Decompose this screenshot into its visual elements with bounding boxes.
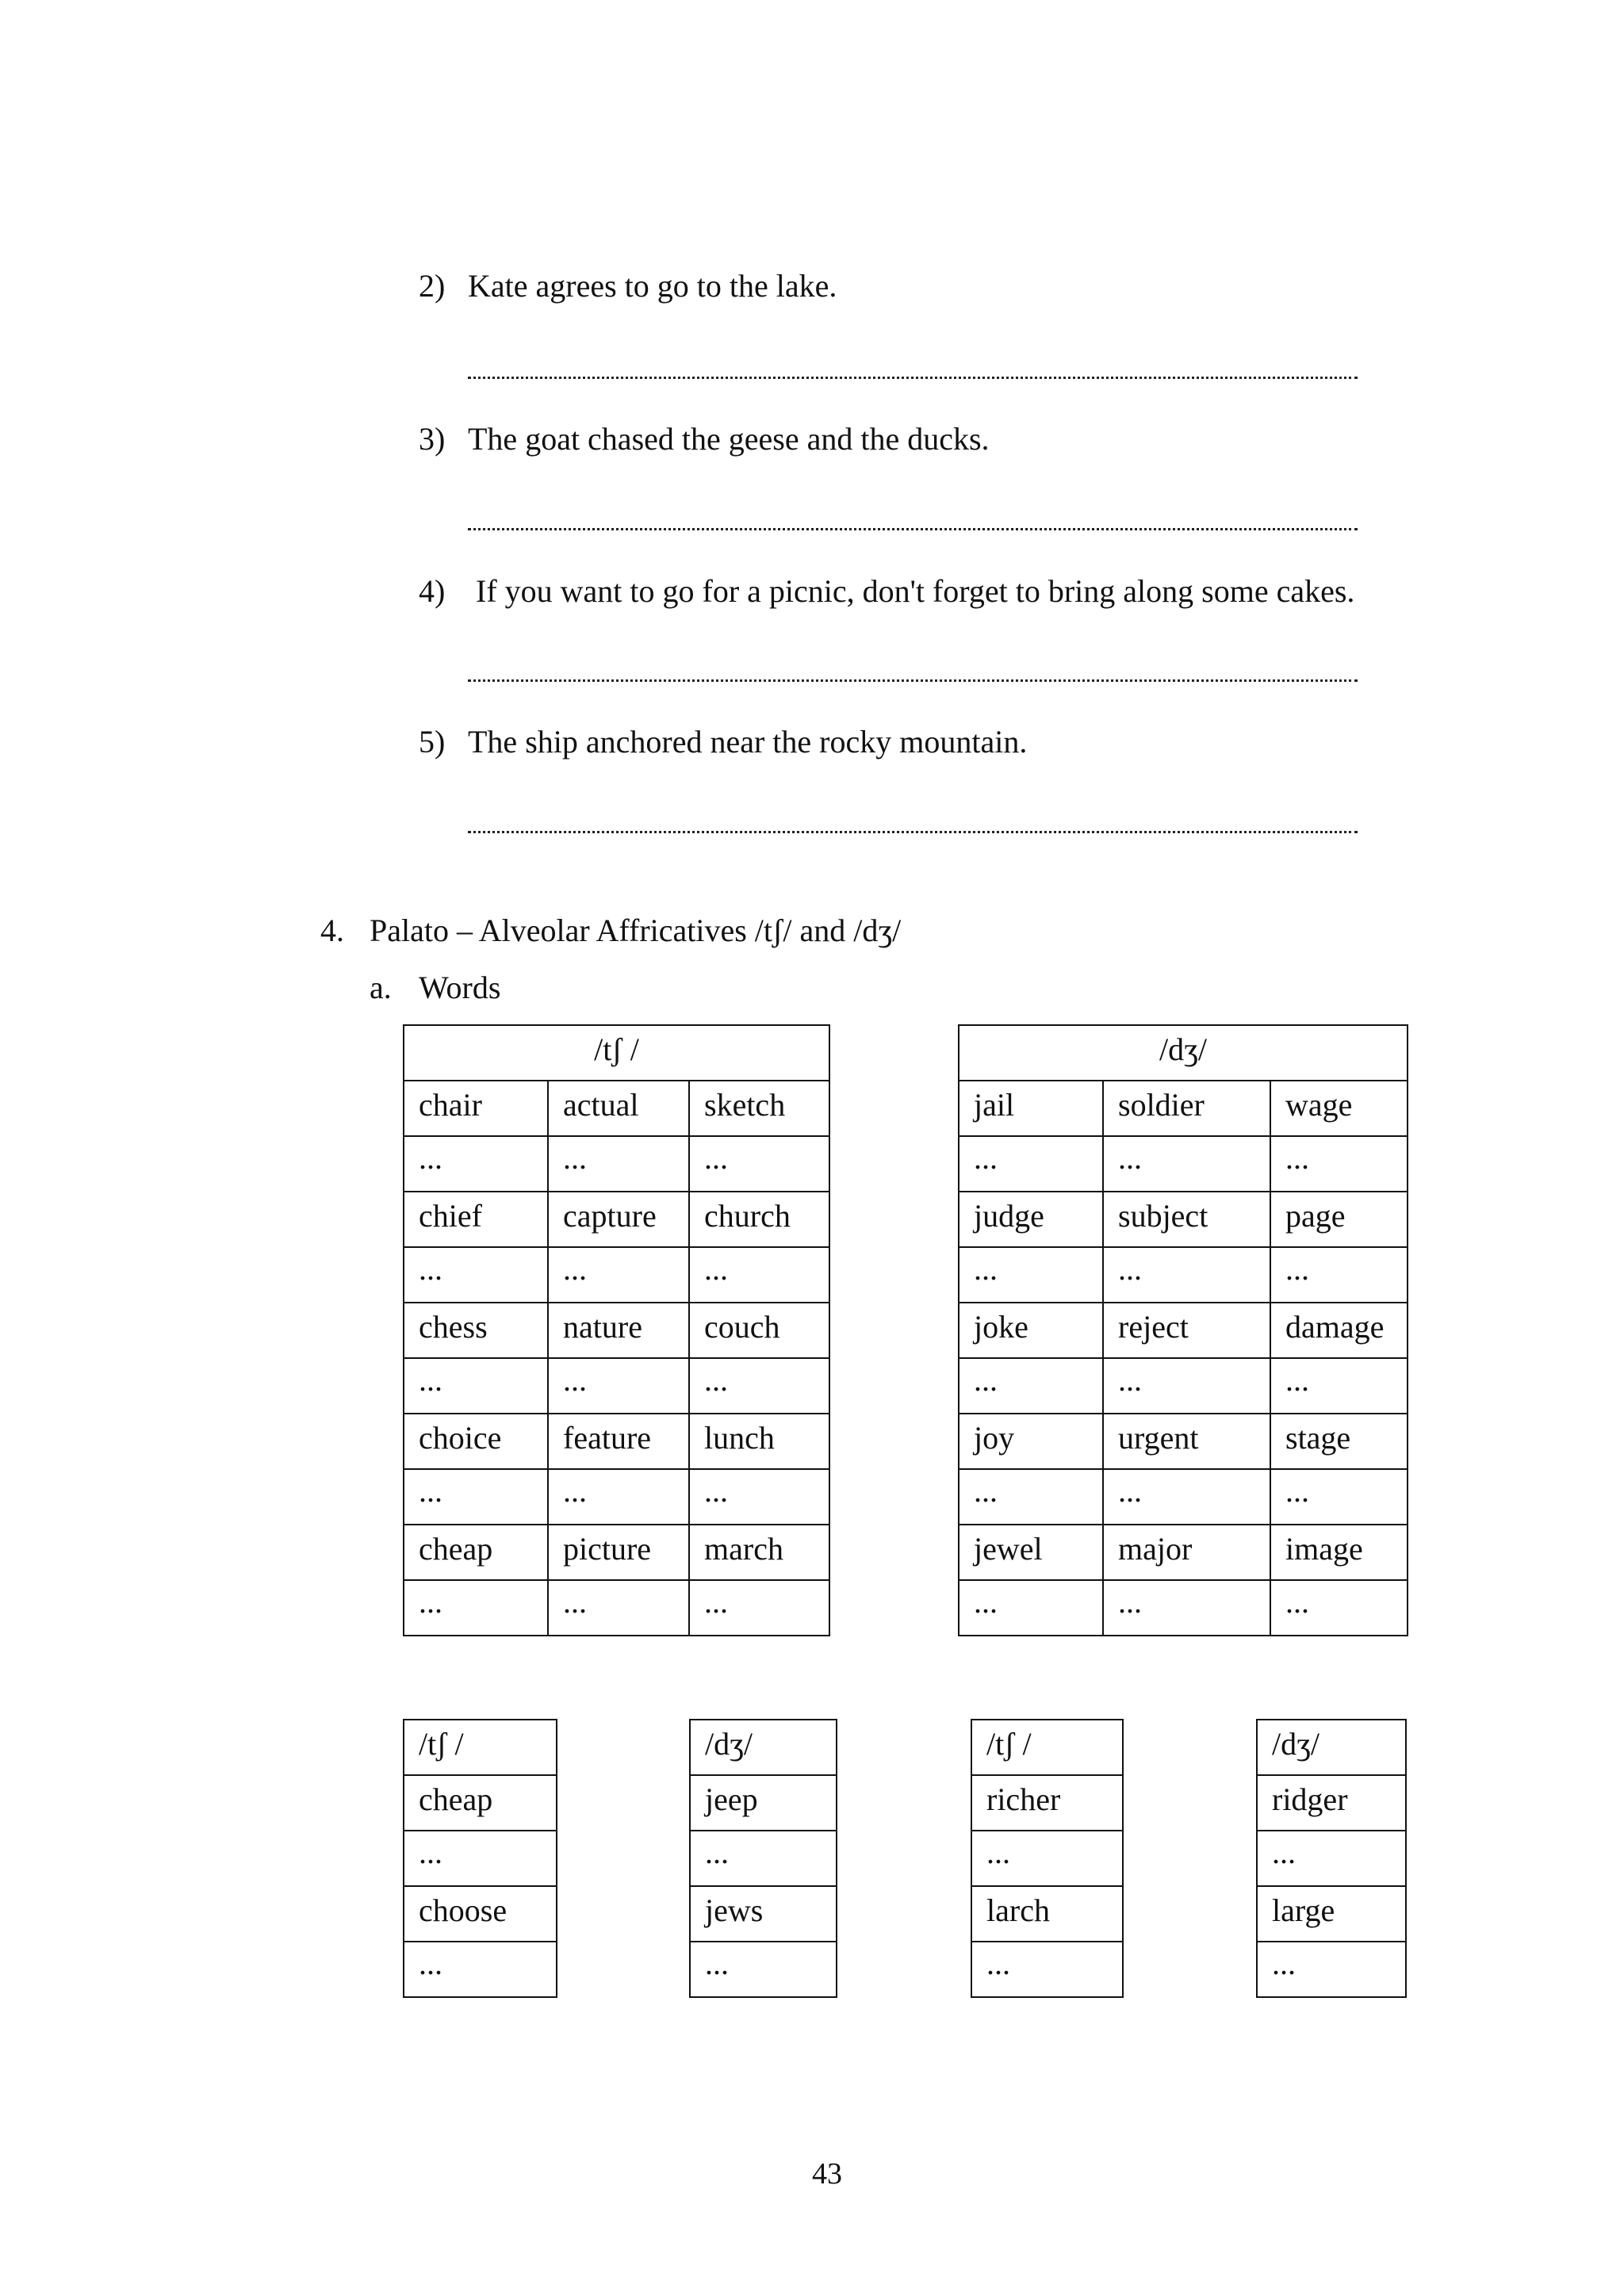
table-cell: ...	[548, 1136, 689, 1192]
table-cell: reject	[1103, 1303, 1270, 1358]
section-heading	[320, 912, 901, 950]
table-cell: chair	[404, 1081, 548, 1136]
table-row	[404, 1081, 829, 1136]
table-row	[404, 1525, 829, 1580]
table-row	[959, 1136, 1408, 1192]
exercise-3-number: 3)	[419, 421, 446, 457]
table-cell: ...	[548, 1469, 689, 1525]
table-cell: subject	[1103, 1192, 1270, 1247]
exercise-2	[419, 267, 837, 305]
table-cell: jews	[690, 1886, 837, 1942]
table-cell: ...	[689, 1469, 829, 1525]
table-cell: ...	[689, 1358, 829, 1414]
table-cell: ...	[1103, 1469, 1270, 1525]
table-cell: couch	[689, 1303, 829, 1358]
table-row	[404, 1580, 829, 1636]
table-cell: picture	[548, 1525, 689, 1580]
table-row	[959, 1192, 1408, 1247]
table-cell: ...	[1103, 1358, 1270, 1414]
table-cell: major	[1103, 1525, 1270, 1580]
table-cell: ...	[690, 1942, 837, 1997]
table-cell: jewel	[959, 1525, 1103, 1580]
table-cell: ...	[1270, 1469, 1408, 1525]
exercise-2-number: 2)	[419, 268, 446, 304]
answer-line-4	[468, 679, 1358, 682]
table-cell: richer	[971, 1775, 1123, 1831]
table-row	[404, 1192, 829, 1247]
table-dzh-words	[958, 1024, 1408, 1636]
mini-table-tsh-1	[403, 1719, 557, 1998]
table-cell: ...	[404, 1831, 557, 1886]
table-cell: choose	[404, 1886, 557, 1942]
table-row	[404, 1136, 829, 1192]
table-cell: chess	[404, 1303, 548, 1358]
table-row	[959, 1247, 1408, 1303]
section-title: Palato – Alveolar Affricatives /tʃ/ and /dʒ/	[370, 913, 902, 948]
table-cell: church	[689, 1192, 829, 1247]
table-cell: nature	[548, 1303, 689, 1358]
exercise-2-text: Kate agrees to go to the lake.	[468, 268, 837, 304]
table-cell: ...	[959, 1469, 1103, 1525]
table-cell: ...	[548, 1358, 689, 1414]
table-cell: ...	[689, 1247, 829, 1303]
table-cell: ...	[404, 1136, 548, 1192]
table-tsh-words	[403, 1024, 830, 1636]
table-cell: ...	[404, 1942, 557, 1997]
table-cell: ...	[971, 1831, 1123, 1886]
table-cell: ...	[959, 1136, 1103, 1192]
table-cell: ...	[1270, 1136, 1408, 1192]
table-row	[959, 1525, 1408, 1580]
exercise-5	[419, 723, 1027, 761]
table-cell: ...	[689, 1136, 829, 1192]
table-cell: judge	[959, 1192, 1103, 1247]
table-cell: jail	[959, 1081, 1103, 1136]
table-cell: ...	[548, 1580, 689, 1636]
table-cell: wage	[1270, 1081, 1408, 1136]
mini-table-header: /tʃ /	[971, 1720, 1123, 1775]
subsection-title: Words	[419, 970, 501, 1005]
table-row	[959, 1469, 1408, 1525]
table-cell: ...	[404, 1358, 548, 1414]
table-cell: page	[1270, 1192, 1408, 1247]
table-row	[404, 1303, 829, 1358]
page-number: 43	[812, 2157, 842, 2191]
table-cell: large	[1257, 1886, 1406, 1942]
table-row	[404, 1247, 829, 1303]
table-dzh-header: /dʒ/	[959, 1025, 1408, 1081]
table-cell: jeep	[690, 1775, 837, 1831]
table-cell: cheap	[404, 1775, 557, 1831]
table-cell: ...	[1103, 1247, 1270, 1303]
mini-table-header: /tʃ /	[404, 1720, 557, 1775]
table-tsh-header: /tʃ /	[404, 1025, 829, 1081]
table-cell: ...	[404, 1247, 548, 1303]
table-row	[959, 1081, 1408, 1136]
table-cell: sketch	[689, 1081, 829, 1136]
table-cell: ...	[1257, 1831, 1406, 1886]
table-cell: ...	[1270, 1358, 1408, 1414]
table-cell: ...	[1270, 1580, 1408, 1636]
table-cell: ridger	[1257, 1775, 1406, 1831]
exercise-4	[419, 572, 1354, 610]
answer-line-5	[468, 831, 1358, 833]
section-number: 4.	[320, 913, 344, 948]
mini-table-header: /dʒ/	[1257, 1720, 1406, 1775]
table-cell: ...	[689, 1580, 829, 1636]
table-row	[959, 1303, 1408, 1358]
table-cell: larch	[971, 1886, 1123, 1942]
exercise-3-text: The goat chased the geese and the ducks.	[468, 421, 990, 457]
table-cell: ...	[1103, 1580, 1270, 1636]
table-cell: urgent	[1103, 1414, 1270, 1469]
table-cell: ...	[959, 1580, 1103, 1636]
table-cell: feature	[548, 1414, 689, 1469]
mini-table-header: /dʒ/	[690, 1720, 837, 1775]
table-cell: choice	[404, 1414, 548, 1469]
table-row	[959, 1358, 1408, 1414]
table-cell: chief	[404, 1192, 548, 1247]
table-cell: ...	[1270, 1247, 1408, 1303]
mini-table-dzh-2	[1256, 1719, 1407, 1998]
table-cell: ...	[404, 1580, 548, 1636]
table-cell: ...	[690, 1831, 837, 1886]
table-cell: ...	[1257, 1942, 1406, 1997]
table-row	[959, 1414, 1408, 1469]
table-cell: damage	[1270, 1303, 1408, 1358]
table-cell: ...	[548, 1247, 689, 1303]
table-cell: cheap	[404, 1525, 548, 1580]
table-cell: ...	[959, 1358, 1103, 1414]
exercise-4-text: If you want to go for a picnic, don't forget to bring along some cakes.	[468, 573, 1355, 609]
table-row	[959, 1580, 1408, 1636]
table-cell: ...	[959, 1247, 1103, 1303]
answer-line-3	[468, 528, 1358, 530]
table-row	[404, 1414, 829, 1469]
table-cell: capture	[548, 1192, 689, 1247]
table-cell: actual	[548, 1081, 689, 1136]
table-cell: ...	[404, 1469, 548, 1525]
table-row	[404, 1469, 829, 1525]
exercise-4-number: 4)	[419, 573, 446, 609]
table-cell: joy	[959, 1414, 1103, 1469]
mini-table-tsh-2	[971, 1719, 1124, 1998]
table-cell: joke	[959, 1303, 1103, 1358]
answer-line-2	[468, 377, 1358, 379]
table-cell: image	[1270, 1525, 1408, 1580]
exercise-5-number: 5)	[419, 724, 446, 760]
exercise-3	[419, 420, 990, 458]
subsection-letter: a.	[370, 970, 392, 1005]
table-cell: lunch	[689, 1414, 829, 1469]
table-cell: ...	[971, 1942, 1123, 1997]
table-cell: ...	[1103, 1136, 1270, 1192]
mini-table-dzh-1	[689, 1719, 837, 1998]
table-row	[404, 1358, 829, 1414]
subsection-heading	[370, 969, 500, 1007]
table-cell: stage	[1270, 1414, 1408, 1469]
exercise-5-text: The ship anchored near the rocky mountain.	[468, 724, 1028, 760]
table-cell: march	[689, 1525, 829, 1580]
table-cell: soldier	[1103, 1081, 1270, 1136]
